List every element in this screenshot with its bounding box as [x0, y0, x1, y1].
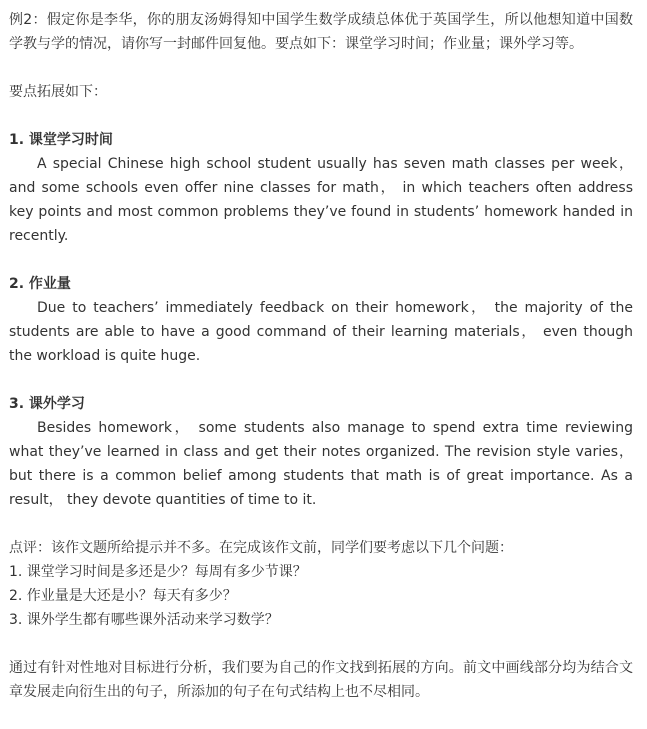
- section-heading-class-time: 1. 课堂学习时间: [9, 132, 113, 148]
- section-body-extracurricular: Besides homework， some students also manage to spend extra time reviewing what they’ve learned in class and get their notes organized. The revision style varies，but there is a common belief among students that math is of great importance. As a result， they devote quantities of time to it.: [9, 420, 633, 508]
- section-heading-workload: 2. 作业量: [9, 276, 71, 292]
- comment-lead: 点评：该作文题所给提示并不多。在完成该作文前，同学们要考虑以下几个问题：: [9, 540, 513, 556]
- section-body-class-time: A special Chinese high school student usually has seven math classes per week，and some schools even offer nine classes for math， in which teachers often address key points and most common problems they’ve found in students’ homework handed in recently.: [9, 156, 633, 244]
- spacer: [9, 56, 633, 80]
- spacer: [9, 248, 633, 272]
- intro-paragraph: 例2：假定你是李华，你的朋友汤姆得知中国学生数学成绩总体优于英国学生，所以他想知道中国数学教与学的情况，请你写一封邮件回复他。要点如下：课堂学习时间；作业量；课外学习等。: [9, 12, 633, 52]
- spacer: [9, 368, 633, 392]
- comment-question: 2. 作业量是大还是小？每天有多少？: [9, 588, 237, 604]
- spacer: [9, 632, 633, 656]
- conclusion-paragraph: 通过有针对性地对目标进行分析，我们要为自己的作文找到拓展的方向。前文中画线部分均为结合文章发展走向衍生出的句子，所添加的句子在句式结构上也不尽相同。: [9, 660, 633, 700]
- comment-question: 1. 课堂学习时间是多还是少？每周有多少节课？: [9, 564, 307, 580]
- spacer: [9, 104, 633, 128]
- section-heading-extracurricular: 3. 课外学习: [9, 396, 85, 412]
- comment-block: [9, 536, 633, 632]
- section-body-workload: Due to teachers’ immediately feedback on their homework， the majority of the students are able to have a good command of their learning materials， even though the workload is quite huge.: [9, 300, 633, 364]
- spacer: [9, 512, 633, 536]
- comment-question: 3. 课外学生都有哪些课外活动来学习数学？: [9, 612, 279, 628]
- expand-title: 要点拓展如下：: [9, 84, 107, 100]
